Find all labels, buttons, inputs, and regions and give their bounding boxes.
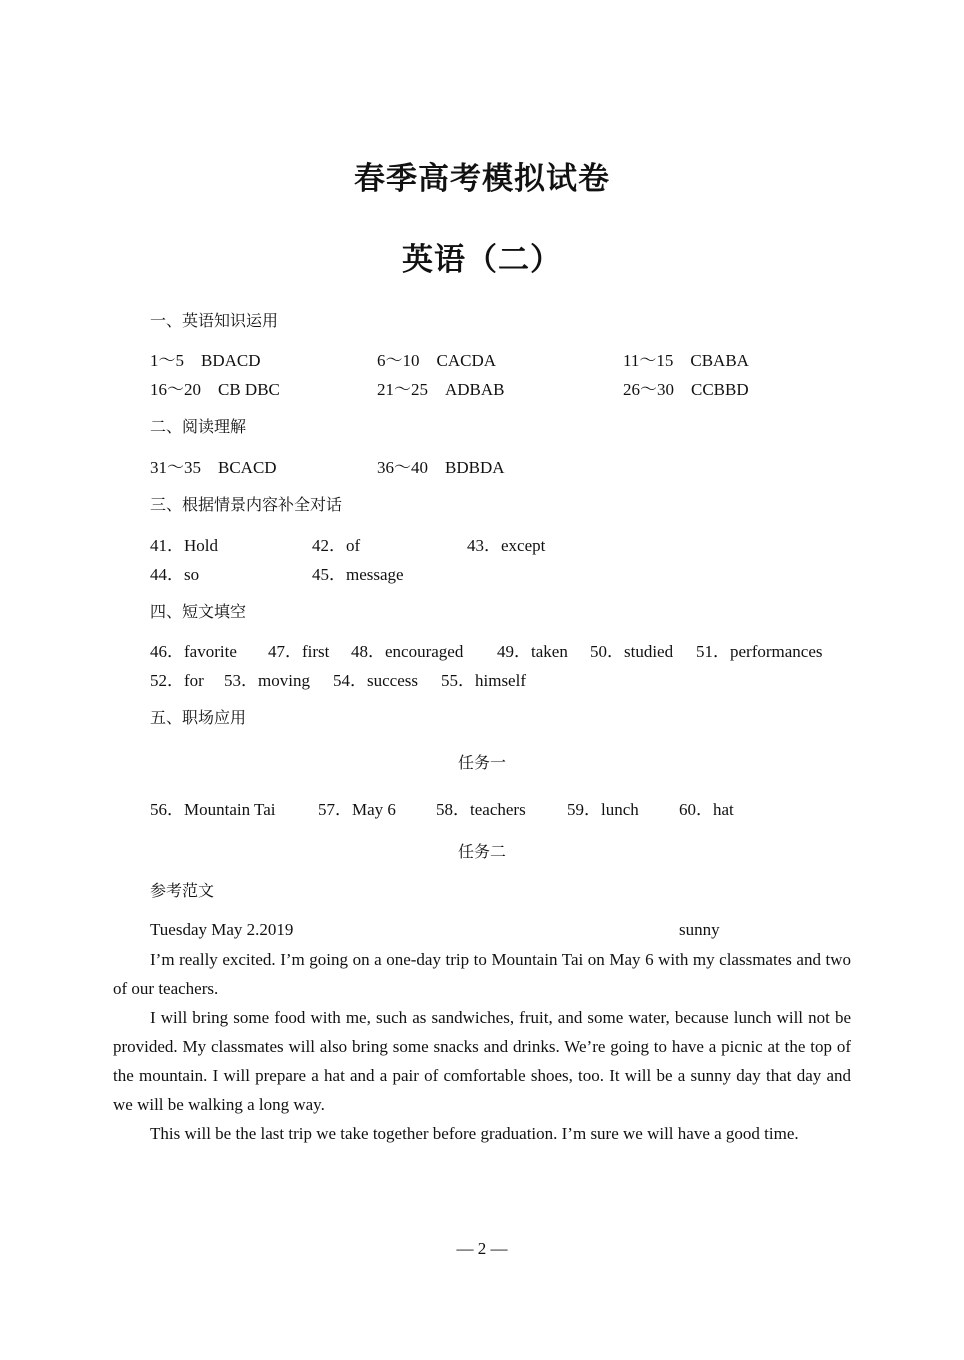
section-heading-2: 二、阅读理解: [150, 417, 247, 436]
answer-item: 42．of: [312, 536, 361, 555]
answer-item: 58．teachers: [436, 800, 526, 819]
answer-item: 51．performances: [696, 642, 823, 661]
answer-group: 16～20 CB DBC: [150, 380, 280, 399]
task-two-heading: 任务二: [457, 842, 506, 861]
answer-group: 6～10 CACDA: [377, 351, 497, 370]
answer-item: 41．Hold: [150, 536, 218, 555]
answer-item: 47．first: [268, 642, 330, 661]
section-heading-4: 四、短文填空: [150, 602, 247, 621]
answer-group: 36～40 BDBDA: [377, 458, 505, 477]
section-heading-3: 三、根据情景内容补全对话: [150, 495, 343, 514]
sample-essay-label: 参考范文: [150, 881, 215, 900]
essay-paragraph-1: I’m really excited. I’m going on a one-day trip to Mountain Tai on May 6 with my classmates and two of our teachers.: [113, 950, 851, 998]
section-heading-5: 五、职场应用: [150, 708, 247, 727]
answer-item: 44．so: [150, 565, 200, 584]
answer-item: 52．for: [150, 671, 204, 690]
page-number: — 2 —: [456, 1239, 508, 1258]
diary-date: Tuesday May 2.2019: [150, 920, 294, 939]
answer-group: 1～5 BDACD: [150, 351, 261, 370]
page-subtitle: 英语（二）: [402, 242, 562, 278]
answer-item: 55．himself: [441, 671, 526, 690]
answer-item: 54．success: [333, 671, 418, 690]
essay-paragraph-3: This will be the last trip we take together before graduation. I’m sure we will have a good time.: [150, 1124, 799, 1143]
answer-item: 53．moving: [224, 671, 310, 690]
answer-item: 57．May 6: [318, 800, 396, 819]
answer-item: 46．favorite: [150, 642, 237, 661]
answer-item: 45．message: [312, 565, 404, 584]
answer-item: 48．encouraged: [351, 642, 464, 661]
section-heading-1: 一、英语知识运用: [150, 311, 279, 330]
answer-item: 49．taken: [497, 642, 568, 661]
answer-group: 31～35 BCACD: [150, 458, 277, 477]
diary-weather: sunny: [679, 920, 720, 939]
essay-paragraph-2: I will bring some food with me, such as sandwiches, fruit, and some water, because lunch will not be provided. My classmates will also bring some snacks and drinks. We’re going to have a picnic at the top of the mountain. I will prepare a hat and a pair of comfortable shoes, too. It will be a sunny day that day and we will be walking a long way.: [113, 1008, 851, 1114]
answer-group: 21～25 ADBAB: [377, 380, 505, 399]
answer-item: 43．except: [467, 536, 546, 555]
answer-item: 56．Mountain Tai: [150, 800, 276, 819]
page-title: 春季高考模拟试卷: [354, 161, 610, 197]
answer-group: 26～30 CCBBD: [623, 380, 749, 399]
answer-item: 59．lunch: [567, 800, 639, 819]
answer-group: 11～15 CBABA: [623, 351, 749, 370]
answer-item: 60．hat: [679, 800, 734, 819]
answer-item: 50．studied: [590, 642, 674, 661]
task-one-heading: 任务一: [457, 753, 506, 772]
